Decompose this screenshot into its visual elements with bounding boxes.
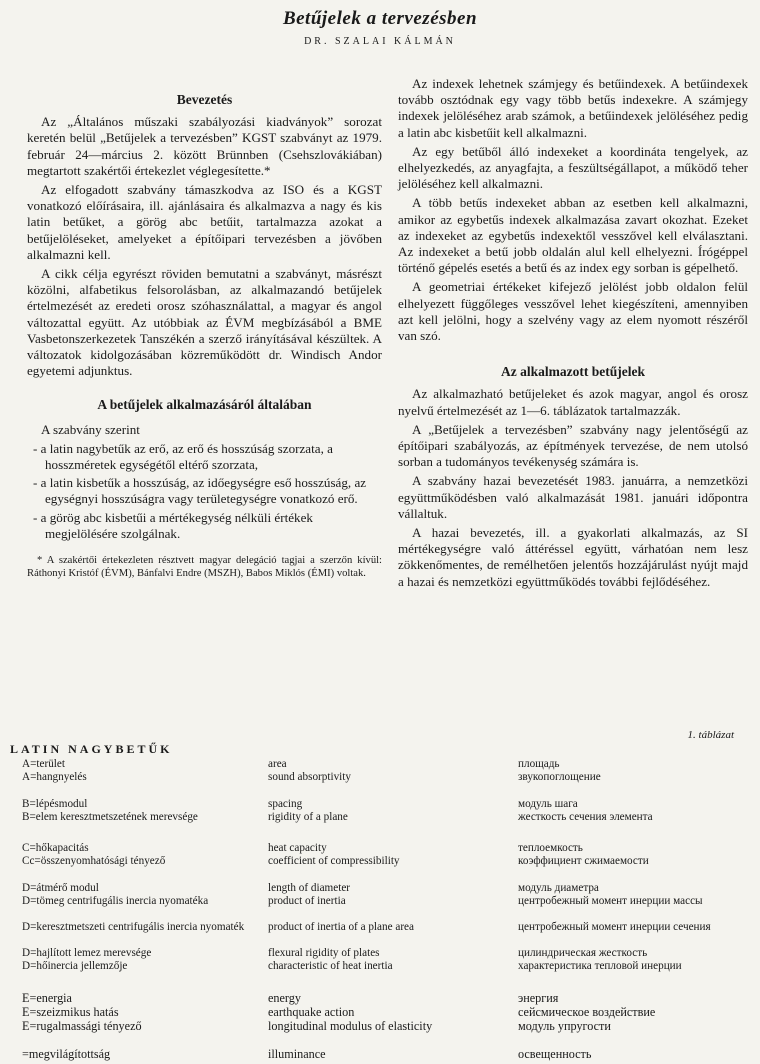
- list-item: - a görög abc kisbetűi a mértékegység nélküli értékek megjelölésére szolgálnak.: [33, 509, 313, 541]
- article-title: Betűjelek a tervezésben: [282, 8, 478, 29]
- table-cell-ru: сейсмическое воздействие: [518, 1005, 656, 1019]
- paragraph: A „Betűjelek a tervezésben” szabvány nagy jelentőségű az építőipari szabályozás, az építmények tervezése, de nem utolsó sorban a tudományos tevékenység számára is.: [398, 421, 748, 470]
- table-cell-en: energy: [268, 991, 301, 1005]
- paragraph: A cikk célja egyrészt röviden bemutatni a szabványt, másrészt közölni, alfabetikus felsorolásban, az alkalmazandó betűjelek értelmezését az eredeti orosz szóhasználattal, a magyar és angol változattal együtt. Az utóbbiak az ÉVM megbízásából a BME Vasbetonszerkezetek Tanszékén a szerző irányításával készültek. A változatok kidolgozásában közreműködött dr. Windisch Andor egyetemi adjunktus.: [27, 266, 382, 379]
- table-number: 1. táblázat: [687, 729, 734, 741]
- table-cell-en: product of inertia: [268, 895, 346, 907]
- table-cell-ru: площадь: [518, 758, 560, 770]
- table-cell-hu: D=keresztmetszeti centrifugális inercia nyomaték: [22, 921, 245, 933]
- table-cell-ru: характеристика тепловой инерции: [518, 960, 682, 972]
- paragraph: A több betűs indexeket abban az esetben kell alkalmazni, amikor az egybetűs indexek alkalmazása zavart okozhat. Ezeket az indexeket az egybetűs indexektől vesszővel kell elválasztani. Az indexeket a betű jobb oldalán alul kell elhelyezni. Írógéppel történő gépelés esetés a betű és az index egy sorban is gépelhető.: [398, 195, 748, 276]
- table-cell-ru: энергия: [518, 991, 559, 1005]
- general-heading: A betűjelek alkalmazásáról általában: [97, 397, 312, 413]
- table-cell-en: longitudinal modulus of elasticity: [268, 1019, 433, 1033]
- table-cell-en: heat capacity: [268, 842, 327, 854]
- list-item: - a latin kisbetűk a hosszúság, az időegységre eső hosszúság, az egységnyi hosszúságra vagy területegységre vonatkozó erő.: [33, 475, 367, 507]
- table-cell-en: earthquake action: [268, 1005, 355, 1019]
- table-cell-en: flexural rigidity of plates: [268, 947, 380, 959]
- table-cell-en: illuminance: [268, 1047, 326, 1061]
- table-cell-ru: центробежный момент инерции массы: [518, 895, 703, 907]
- table-cell-en: length of diameter: [268, 882, 351, 894]
- paragraph: Az indexek lehetnek számjegy és betűindexek. A betűindexek tovább osztódnak egy vagy több betűs indexekre. A számjegy indexek jelöléséhez arab számok, a betűindexek jelöléséhez pedig a latin abc kisbetűit kell alkalmazni.: [398, 76, 748, 140]
- table-cell-hu: E=szeizmikus hatás: [22, 1005, 119, 1019]
- usage-list: [27, 441, 382, 542]
- table-cell-ru: освещенность: [518, 1047, 592, 1061]
- table-cell-hu: A=terület: [22, 758, 65, 770]
- table-cell-ru: коэффициент сжимаемости: [518, 855, 649, 867]
- paragraph: Az alkalmazható betűjeleket és azok magyar, angol és orosz nyelvű értelmezését az 1—6. táblázatok tartalmazzák.: [398, 386, 748, 418]
- table-cell-hu: D=hőinercia jellemzője: [22, 960, 128, 972]
- table-cell-hu: D=hajlított lemez merevsége: [22, 947, 152, 959]
- table-cell-ru: модуль диаметра: [518, 882, 599, 894]
- table-cell-hu: =megvilágítottság: [22, 1047, 111, 1061]
- table-cell-hu: D=tömeg centrifugális inercia nyomatéka: [22, 895, 209, 907]
- table-cell-en: characteristic of heat inertia: [268, 960, 393, 972]
- table-cell-hu: D=átmérő modul: [22, 882, 99, 894]
- applied-heading: Az alkalmazott betűjelek: [501, 364, 645, 380]
- table-cell-hu: A=hangnyelés: [22, 771, 87, 783]
- article-author: DR. SZALAI KÁLMÁN: [304, 36, 456, 47]
- table-cell-hu: E=energia: [22, 991, 72, 1005]
- intro-heading: Bevezetés: [176, 92, 233, 107]
- paragraph: A szabvány hazai bevezetését 1983. januárra, a nemzetközi együttműködésben való alkalmazását 1981. januári időpontra vállaltuk.: [398, 473, 748, 521]
- footnote: * A szakértői értekezleten résztvett magyar delegáció tagjai a szerzőn kívül: Ráthonyi Kristóf (ÉVM), Bánfalvi Endre (MSZH), Babos Miklós (ÉMI) voltak.: [27, 555, 382, 580]
- table-cell-en: area: [268, 758, 287, 770]
- table-cell-en: rigidity of a plane: [268, 811, 348, 823]
- table-cell-hu: E=rugalmassági tényező: [22, 1019, 142, 1033]
- table-title: LATIN NAGYBETŰK: [10, 742, 173, 756]
- table-cell-ru: модуль шага: [518, 798, 578, 810]
- table-cell-hu: B=elem keresztmetszetének merevsége: [22, 811, 198, 823]
- paragraph: A geometriai értékeket kifejező jelölést jobb oldalon felül elhelyezett függőleges vesszővel lehet kiegészíteni, amennyiben azt kell jelölni, hogy a szelvény vagy az elem nyomott részéről van szó.: [398, 279, 748, 344]
- table-cell-en: sound absorptivity: [268, 771, 351, 783]
- table-cell-ru: звукопоглощение: [518, 771, 601, 783]
- table-cell-ru: теплоемкость: [518, 842, 583, 854]
- paragraph: Az egy betűből álló indexeket a koordináta tengelyek, az elhelyezkedés, az anyagfajta, a feszültségállapot, a működő teher jelöléséhez kell alkalmazni.: [398, 143, 748, 192]
- table-cell-ru: цилиндрическая жесткость: [518, 947, 648, 959]
- table-cell-hu: C=hőkapacitás: [22, 842, 89, 854]
- table-cell-en: product of inertia of a plane area: [268, 921, 414, 933]
- left-column: [27, 86, 382, 580]
- table-cell-ru: модуль упругости: [518, 1019, 611, 1033]
- table-cell-ru: жесткость сечения элемента: [518, 811, 653, 823]
- paragraph: Az elfogadott szabvány támaszkodva az ISO és a KGST vonatkozó előírásaira, ill. ajánlásaira és alkalmazva a nagy és kis latin betűket, a görög abc betűit, tartalmazza azokat a betűjelöléseket, amelyeket a építőipari tervezésben a jövőben alkalmazni kell.: [27, 182, 382, 262]
- list-item: - a latin nagybetűk az erő, az erő és hosszúság szorzata, a hosszméretek egységétől eltérő szorzata,: [33, 440, 333, 473]
- paragraph: A hazai bevezetés, ill. a gyakorlati alkalmazás, az SI mértékegységre való áttéréssel együtt, várhatóan nem lesz zökkenőmentes, de remélhetően jelentős hozzájárulást nyújt majd a hazai és nemzetközi együttműködés további fejlődéséhez.: [398, 525, 748, 589]
- table-cell-hu: Cc=összenyomhatósági tényező: [22, 855, 166, 867]
- list-intro: A szabvány szerint: [41, 421, 140, 437]
- table-cell-ru: центробежный момент инерции сечения: [518, 921, 711, 933]
- right-column: [398, 76, 748, 593]
- table-cell-en: spacing: [268, 798, 303, 810]
- table-cell-en: coefficient of compressibility: [268, 855, 400, 867]
- table-cell-hu: B=lépésmodul: [22, 798, 88, 810]
- paragraph: Az „Általános műszaki szabályozási kiadványok” sorozat keretén belül „Betűjelek a tervezésben” KGST szabványt az 1979. február 24—március 2. között Brünnben (Csehszlovákiában) megtartott szakértői értekezlet véglegesítette.*: [27, 114, 382, 178]
